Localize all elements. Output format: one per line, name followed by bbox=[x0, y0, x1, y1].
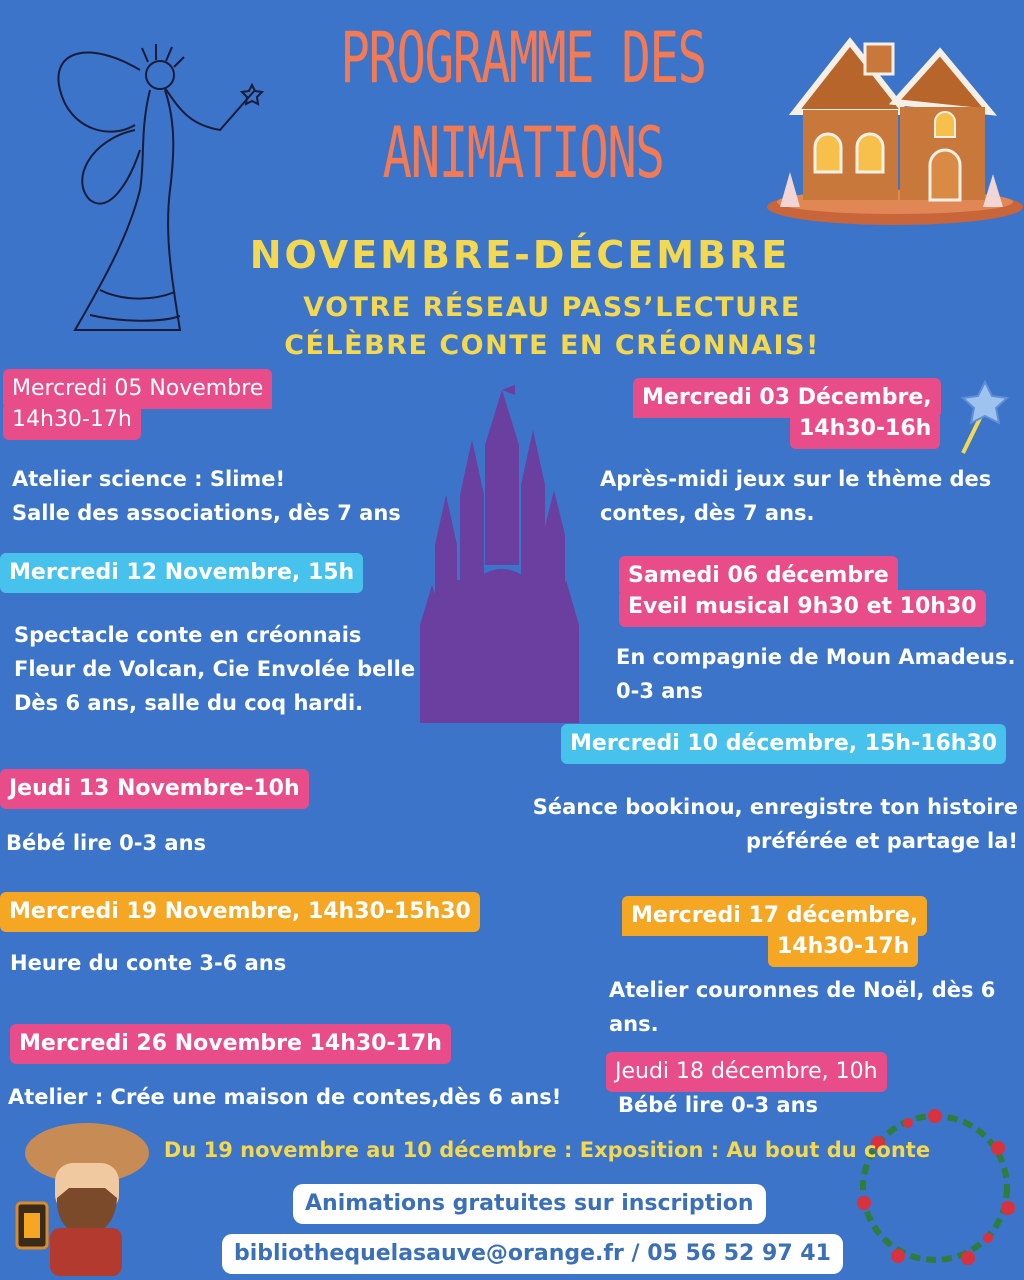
description-line: Salle des associations, dès 7 ans bbox=[12, 501, 401, 525]
event-time-badge bbox=[3, 403, 141, 440]
description-line: Atelier : Crée une maison de contes,dès 6 ans! bbox=[8, 1085, 562, 1109]
event-time: 14h30-17h bbox=[12, 407, 132, 432]
description-line: Atelier couronnes de Noël, dès 6 bbox=[609, 978, 996, 1002]
description-line: Heure du conte 3-6 ans bbox=[10, 951, 287, 975]
event-time: 14h30-17h bbox=[777, 934, 910, 959]
event-description bbox=[533, 790, 1018, 858]
event-date: Mercredi 17 décembre, bbox=[631, 903, 919, 928]
event-description bbox=[618, 1088, 818, 1122]
contact-info[interactable]: bibliothequelasauve@orange.fr / 05 56 52 97 41 bbox=[222, 1234, 843, 1274]
holly-wreath-illustration bbox=[848, 1098, 1023, 1278]
event-date: Mercredi 26 Novembre 14h30-17h bbox=[19, 1031, 442, 1056]
event-date-badge bbox=[606, 1052, 887, 1092]
description-line: Fleur de Volcan, Cie Envolée belle bbox=[14, 657, 416, 681]
exhibition-note: Du 19 novembre au 10 décembre : Exposition : Au bout du conte bbox=[163, 1138, 931, 1162]
event-date-badge bbox=[0, 553, 363, 593]
event-date-badge bbox=[561, 724, 1006, 764]
event-description bbox=[616, 640, 1015, 708]
description-line: ans. bbox=[609, 1012, 659, 1036]
description-line: Après-midi jeux sur le thème des bbox=[600, 467, 992, 491]
description-line: Séance bookinou, enregistre ton histoire bbox=[532, 795, 1018, 819]
event-date-badge bbox=[0, 892, 480, 932]
event-date: Mercredi 12 Novembre, 15h bbox=[9, 560, 355, 585]
event-time-badge bbox=[768, 930, 918, 967]
period-heading: NOVEMBRE-DÉCEMBRE bbox=[249, 233, 791, 277]
event-date: Mercredi 03 Décembre, bbox=[642, 385, 932, 410]
description-line: Dès 6 ans, salle du coq hardi. bbox=[14, 691, 364, 715]
event-time: 14h30-16h bbox=[799, 416, 932, 441]
event-description bbox=[8, 1080, 561, 1114]
free-registration-note: Animations gratuites sur inscription bbox=[293, 1184, 766, 1224]
description-line: Bébé lire 0-3 ans bbox=[618, 1093, 819, 1117]
description-line: 0-3 ans bbox=[616, 679, 703, 703]
event-description bbox=[14, 618, 415, 720]
event-description bbox=[6, 826, 206, 860]
castle-silhouette bbox=[415, 385, 585, 725]
title-line-2: ANIMATIONS bbox=[382, 112, 664, 194]
event-time-badge bbox=[619, 590, 986, 627]
subtitle-line-2: CÉLÈBRE CONTE EN CRÉONNAIS! bbox=[284, 330, 820, 361]
title-line-1: PROGRAMME DES bbox=[340, 17, 706, 99]
event-time-badge bbox=[790, 412, 940, 449]
event-date: Jeudi 18 décembre, 10h bbox=[615, 1059, 878, 1084]
subtitle bbox=[0, 289, 1024, 365]
event-date: Samedi 06 décembre bbox=[628, 563, 889, 588]
event-description bbox=[609, 973, 995, 1041]
description-line: contes, dès 7 ans. bbox=[600, 501, 815, 525]
magic-wand-icon bbox=[955, 378, 1015, 458]
event-date: Mercredi 10 décembre, 15h-16h30 bbox=[570, 731, 998, 756]
event-date: Mercredi 05 Novembre bbox=[12, 376, 264, 401]
description-line: Spectacle conte en créonnais bbox=[14, 623, 362, 647]
event-date: Jeudi 13 Novembre-10h bbox=[9, 776, 300, 801]
event-description bbox=[10, 946, 286, 980]
subtitle-line-1: VOTRE RÉSEAU PASS’LECTURE bbox=[303, 292, 801, 323]
event-description bbox=[12, 462, 401, 530]
event-date-badge bbox=[0, 769, 309, 809]
event-date: Mercredi 19 Novembre, 14h30-15h30 bbox=[9, 899, 471, 924]
description-line: Atelier science : Slime! bbox=[12, 467, 286, 491]
event-description bbox=[600, 462, 991, 530]
description-line: En compagnie de Moun Amadeus. bbox=[616, 645, 1016, 669]
event-time: Eveil musical 9h30 et 10h30 bbox=[628, 594, 977, 619]
description-line: Bébé lire 0-3 ans bbox=[6, 831, 207, 855]
event-date-badge bbox=[10, 1024, 451, 1064]
description-line: préférée et partage la! bbox=[745, 829, 1018, 853]
